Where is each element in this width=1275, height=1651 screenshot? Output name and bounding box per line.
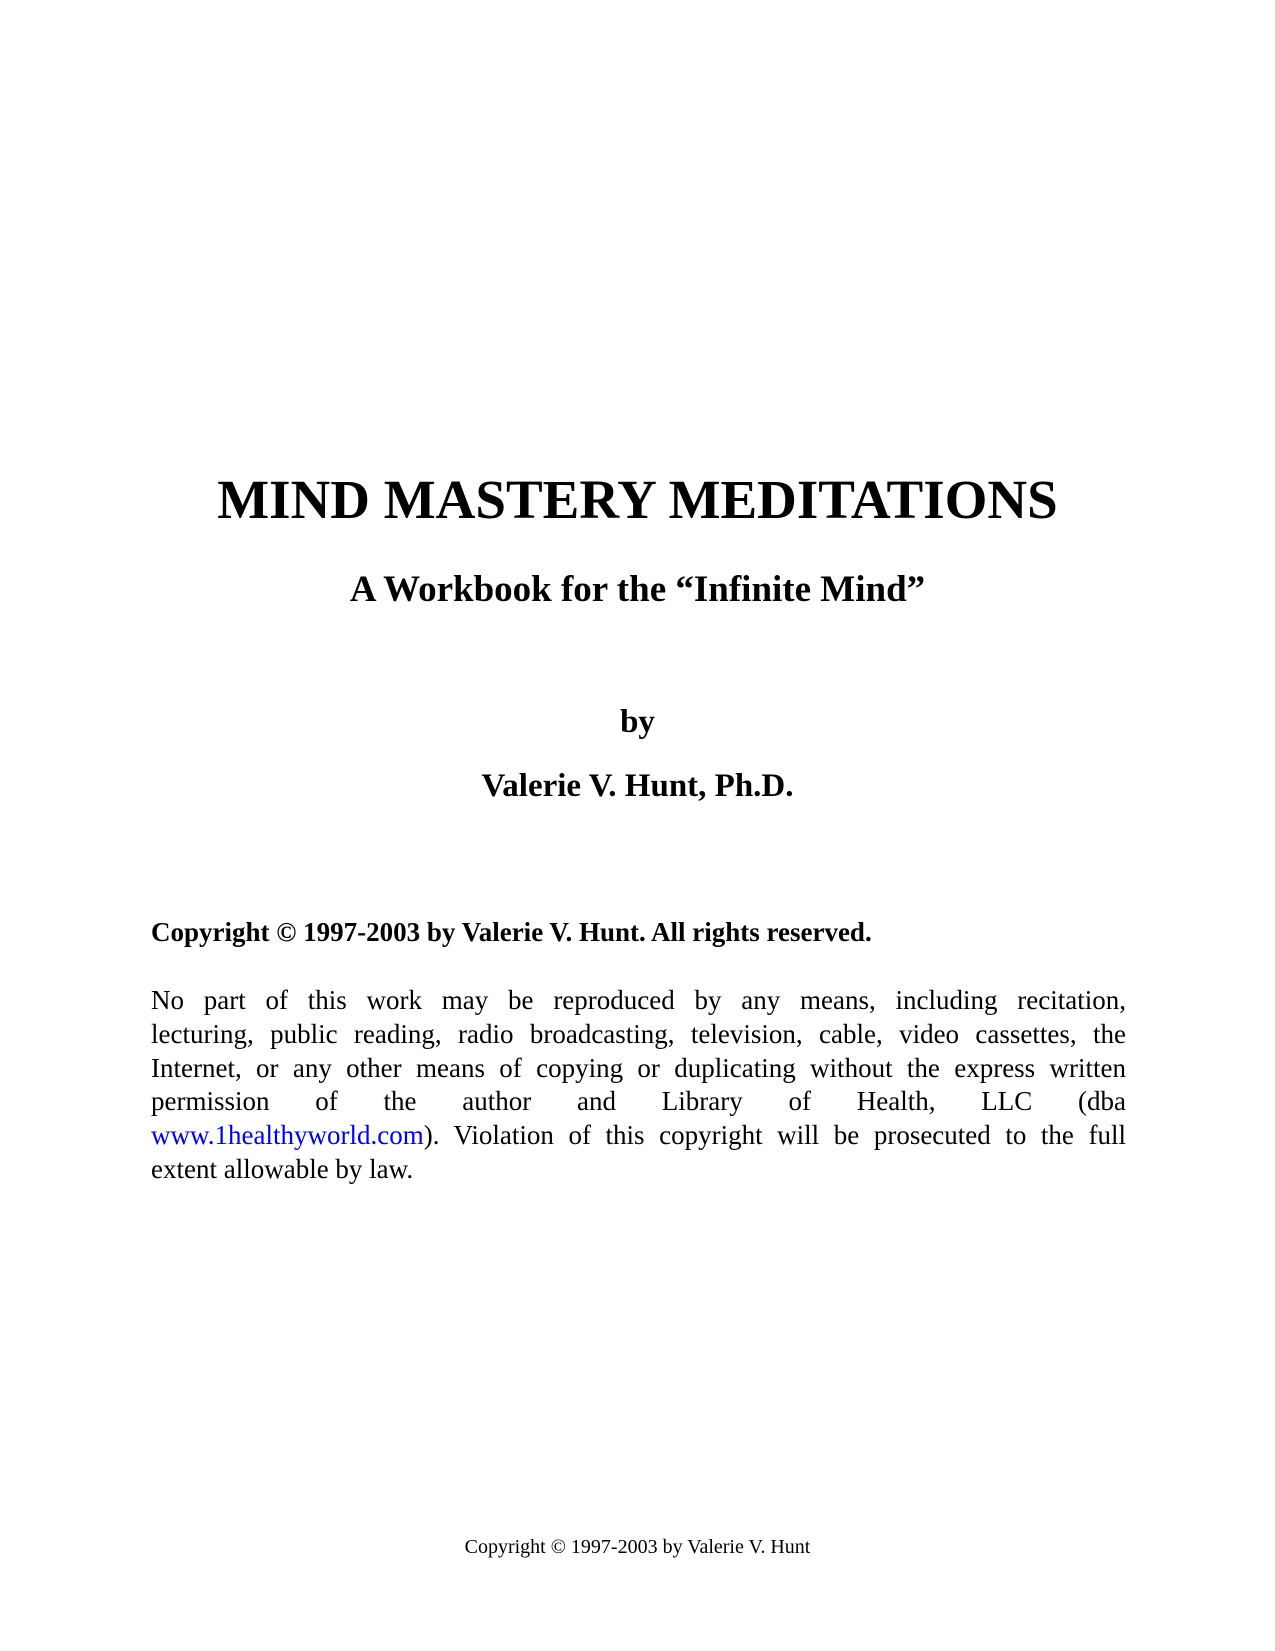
paragraph-line [151,1119,1126,1153]
website-link[interactable]: www.1healthyworld.com [151,1120,424,1151]
copyright-heading: Copyright © 1997-2003 by Valerie V. Hunt. All rights reserved. [151,917,872,947]
document-subtitle: A Workbook for the “Infinite Mind” [349,569,926,610]
byline-label: by [620,704,655,740]
paragraph-line: Internet, or any other means of copying or duplicating without the express written [151,1052,1126,1083]
paragraph-line: No part of this work may be reproduced by any means, including recitation, [151,985,1126,1015]
document-title: MIND MASTERY MEDITATIONS [217,469,1058,530]
paragraph-line: extent allowable by law. [151,1153,414,1184]
paragraph-text: ). Violation of this copyright will be prosecuted to the full [423,1120,1126,1151]
copyright-paragraph [151,984,1126,1187]
author-name: Valerie V. Hunt, Ph.D. [481,768,794,804]
paragraph-line: lecturing, public reading, radio broadcasting, television, cable, video cassettes, the [151,1018,1126,1049]
page-footer: Copyright © 1997-2003 by Valerie V. Hunt [464,1536,811,1558]
paragraph-line: permission of the author and Library of Health, LLC (dba [151,1086,1126,1117]
